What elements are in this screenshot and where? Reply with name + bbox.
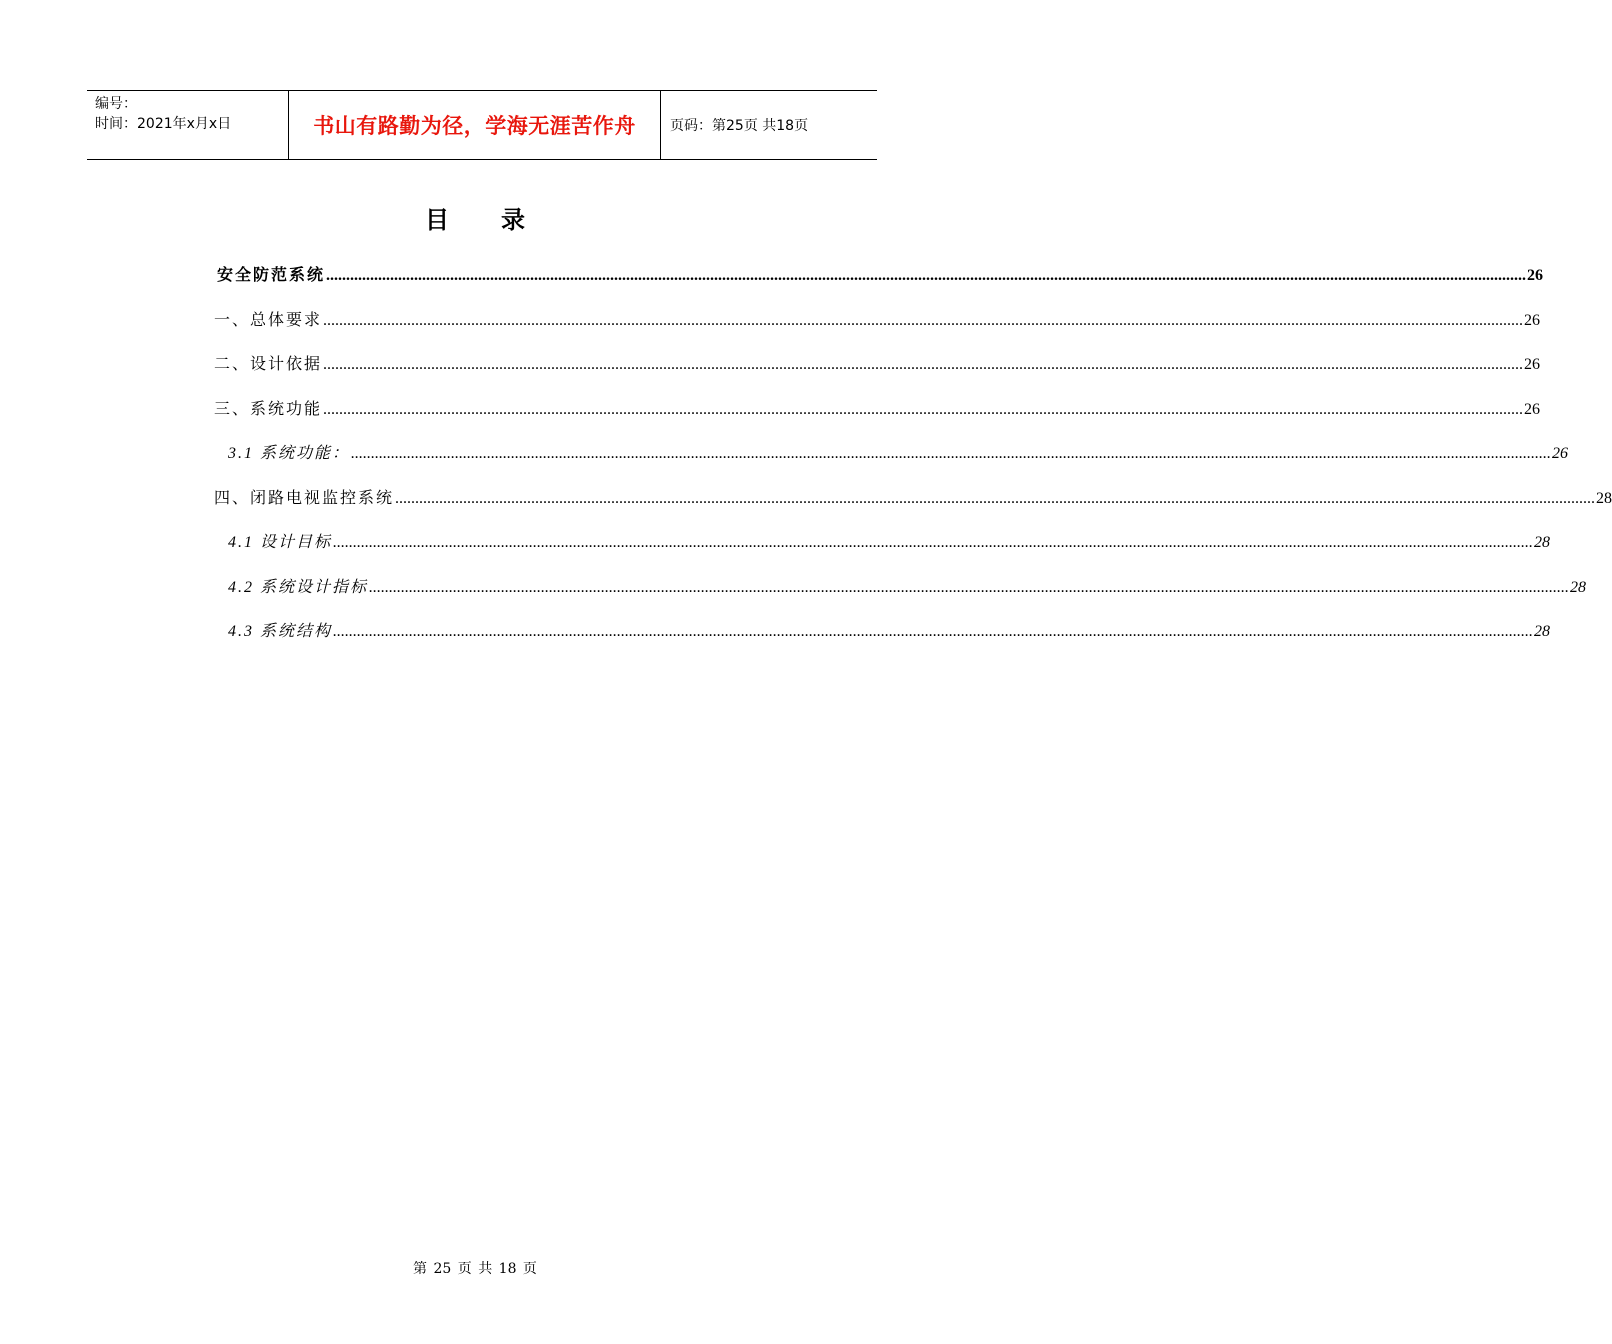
page-header [87, 90, 877, 160]
toc-leader-dots: ............................................................................................................................................................................................................................................................................................................ [333, 623, 1534, 640]
toc-entry-label: 一、总体要求 [214, 311, 323, 329]
toc-leader-dots: ............................................................................................................................................................................................................................................................................................................ [326, 267, 1527, 284]
page-title: 目录 [425, 206, 577, 234]
toc-entry-page: 28 [1596, 489, 1612, 507]
header-page-label: 页码：第25页 共18页 [670, 118, 809, 134]
toc-leader-dots: ............................................................................................................................................................................................................................................................................................................ [323, 311, 1524, 329]
time-label: 时间：2021年x月x日 [95, 116, 232, 132]
toc-entry-label: 4.3 系统结构 [228, 623, 333, 640]
toc-entry-page: 26 [1524, 400, 1541, 418]
number-label: 编号： [95, 96, 137, 112]
toc-leader-dots: ............................................................................................................................................................................................................................................................................................................ [323, 356, 1524, 373]
toc-entry-label: 安全防范系统 [217, 267, 326, 284]
toc-entry-page: 28 [1570, 578, 1587, 596]
toc-entry-page: 26 [1524, 311, 1541, 329]
page-footer: 第 25 页 共 18 页 [413, 1261, 537, 1277]
toc-entry-label: 4.2 系统设计指标 [228, 578, 369, 596]
toc-entry-page: 26 [1527, 267, 1544, 284]
toc-entry-label: 3.1 系统功能： [228, 445, 351, 462]
toc-leader-dots: ............................................................................................................................................................................................................................................................................................................ [323, 400, 1524, 418]
toc-entry[interactable] [214, 396, 1541, 441]
toc-leader-dots: ............................................................................................................................................................................................................................................................................................................ [333, 534, 1534, 551]
toc-entry[interactable] [214, 307, 1541, 352]
toc-entry-label: 二、设计依据 [214, 356, 323, 373]
toc-entry[interactable] [214, 485, 1612, 530]
header-motto: 书山有路勤为径，学海无涯苦作舟 [288, 91, 661, 159]
toc-entry-page: 26 [1524, 356, 1541, 373]
toc-entry[interactable] [214, 351, 1541, 396]
toc-entry-label: 四、闭路电视监控系统 [214, 489, 395, 507]
toc-entry[interactable] [214, 440, 1569, 485]
toc-entry-label: 三、系统功能 [214, 400, 323, 418]
toc-entry[interactable] [214, 262, 1544, 307]
toc-entry[interactable] [214, 574, 1587, 619]
toc-leader-dots: ............................................................................................................................................................................................................................................................................................................ [351, 445, 1552, 462]
toc-entry-label: 4.1 设计目标 [228, 534, 333, 551]
header-info [87, 91, 288, 159]
toc-entry-page: 26 [1552, 445, 1569, 462]
toc-leader-dots: ............................................................................................................................................................................................................................................................................................................ [395, 489, 1596, 507]
table-of-contents [214, 262, 1612, 663]
toc-entry-page: 28 [1534, 623, 1551, 640]
toc-leader-dots: ............................................................................................................................................................................................................................................................................................................ [369, 578, 1570, 596]
toc-entry[interactable] [214, 618, 1551, 663]
toc-entry[interactable] [214, 529, 1551, 574]
toc-entry-page: 28 [1534, 534, 1551, 551]
